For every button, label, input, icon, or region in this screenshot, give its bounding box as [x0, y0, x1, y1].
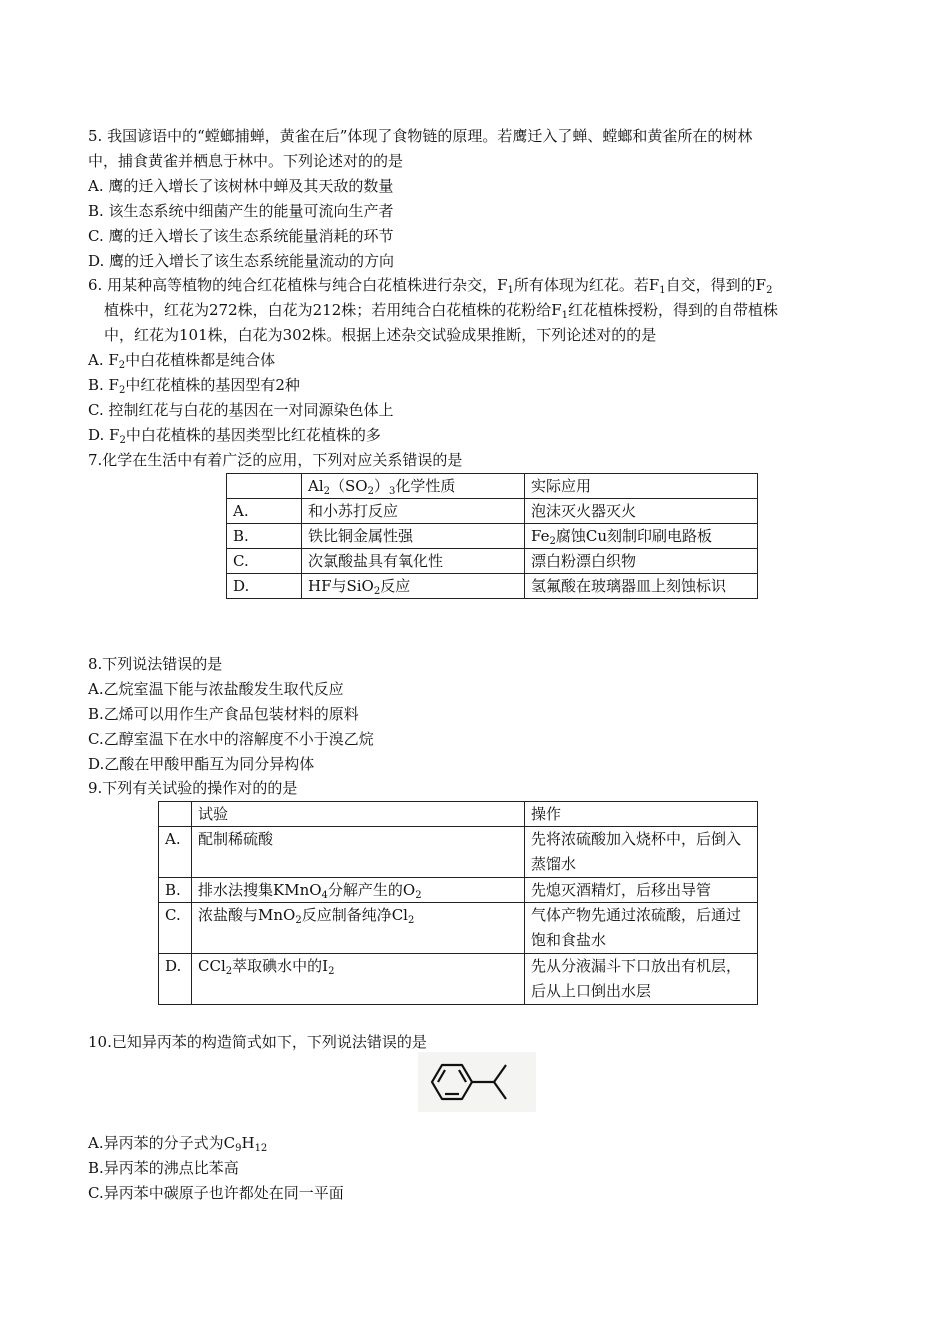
q6-stem-line2: 植株中，红花为272株，白花为212株；若用纯合白花植株的花粉给$F_1$红花植株授粉，得到的自带植株 — [104, 301, 779, 321]
table-cell: C. — [159, 903, 192, 954]
isopropylbenzene-structure — [418, 1052, 536, 1112]
table-cell: B. — [227, 524, 302, 549]
q10-option-c: C.异丙苯中碳原子也许都处在同一平面 — [88, 1184, 344, 1202]
q6-option-d: D. $F_2$中白花植株的基因类型比红花植株的多 — [88, 426, 381, 446]
table-cell: 实际应用 — [525, 474, 758, 499]
table-cell: 浓盐酸与MnO$_2$反应制备纯净$Cl_2$ — [192, 903, 525, 954]
table-cell: $Fe_2$腐蚀Cu刻制印刷电路板 — [525, 524, 758, 549]
table-cell: A. — [227, 499, 302, 524]
table-row — [159, 878, 758, 903]
q5-option-a: A. 鹰的迁入增长了该树林中蝉及其天敌的数量 — [88, 177, 394, 195]
q6-stem-line1: 6. 用某种高等植物的纯合红花植株与纯合白花植株进行杂交，$F_1$所有体现为红花。若$F_1$自交，得到的$F_2$ — [88, 276, 773, 296]
q6-option-c: C. 控制红花与白花的基因在一对同源染色体上 — [88, 401, 394, 419]
table-cell: 配制稀硫酸 — [192, 827, 525, 878]
table-cell: 操作 — [525, 802, 758, 827]
table-cell: 泡沫灭火器灭火 — [525, 499, 758, 524]
table-row — [227, 524, 758, 549]
q8-option-a: A.乙烷室温下能与浓盐酸发生取代反应 — [88, 680, 344, 698]
q8-option-b: B.乙烯可以用作生产食品包装材料的原料 — [88, 705, 359, 723]
table-row — [227, 574, 758, 599]
q7-table — [226, 473, 758, 599]
q5-option-c: C. 鹰的迁入增长了该生态系统能量消耗的环节 — [88, 227, 394, 245]
q9-stem: 9.下列有关试验的操作对的的是 — [88, 779, 298, 797]
table-cell — [159, 802, 192, 827]
table-row — [227, 474, 758, 499]
table-cell: 次氯酸盐具有氧化性 — [302, 549, 525, 574]
q7-stem: 7.化学在生活中有着广泛的应用，下列对应关系错误的是 — [88, 451, 463, 469]
q5-stem-line1: 5. 我国谚语中的“螳螂捕蝉，黄雀在后”体现了食物链的原理。若鹰迁入了蝉、螳螂和黄雀所在的树林 — [88, 127, 753, 145]
q10-option-a: A.异丙苯的分子式为$C_9H_{12}$ — [88, 1134, 268, 1154]
q10-stem: 10.已知异丙苯的构造简式如下，下列说法错误的是 — [88, 1033, 427, 1051]
table-row — [227, 549, 758, 574]
table-cell: HF与SiO$_2$反应 — [302, 574, 525, 599]
table-cell: 先从分液漏斗下口放出有机层，后从上口倒出水层 — [525, 954, 758, 1005]
table-cell: $Al_2(SO_2)_3$化学性质 — [302, 474, 525, 499]
table-cell: 先将浓硫酸加入烧杯中，后倒入蒸馏水 — [525, 827, 758, 878]
q5-option-d: D. 鹰的迁入增长了该生态系统能量流动的方向 — [88, 252, 395, 270]
table-cell: 先熄灭酒精灯，后移出导管 — [525, 878, 758, 903]
table-cell: D. — [227, 574, 302, 599]
q9-table — [158, 801, 758, 1005]
table-row — [227, 499, 758, 524]
table-cell: D. — [159, 954, 192, 1005]
table-row — [159, 827, 758, 878]
q10-option-b: B.异丙苯的沸点比苯高 — [88, 1159, 239, 1177]
table-cell: CCl$_2$萃取碘水中的$I_2$ — [192, 954, 525, 1005]
table-cell — [227, 474, 302, 499]
table-cell: 氢氟酸在玻璃器皿上刻蚀标识 — [525, 574, 758, 599]
table-cell: 和小苏打反应 — [302, 499, 525, 524]
q8-stem: 8.下列说法错误的是 — [88, 655, 223, 673]
q6-option-b: B. $F_2$中红花植株的基因型有2种 — [88, 376, 300, 396]
table-cell: 漂白粉漂白织物 — [525, 549, 758, 574]
q5-stem-line2: 中，捕食黄雀并栖息于林中。下列论述对的的是 — [88, 152, 404, 170]
table-cell: A. — [159, 827, 192, 878]
q8-option-c: C.乙醇室温下在水中的溶解度不小于溴乙烷 — [88, 730, 374, 748]
table-cell: B. — [159, 878, 192, 903]
table-row — [159, 802, 758, 827]
q6-option-a: A. $F_2$中白花植株都是纯合体 — [88, 351, 276, 371]
table-cell: 气体产物先通过浓硫酸，后通过饱和食盐水 — [525, 903, 758, 954]
table-row — [159, 954, 758, 1005]
q5-option-b: B. 该生态系统中细菌产生的能量可流向生产者 — [88, 202, 394, 220]
benzene-ring-icon — [418, 1052, 536, 1112]
table-cell: 排水法搜集KMnO$_4$分解产生的$O_2$ — [192, 878, 525, 903]
table-cell: C. — [227, 549, 302, 574]
q8-option-d: D.乙酸在甲酸甲酯互为同分异构体 — [88, 755, 315, 773]
table-row — [159, 903, 758, 954]
table-cell: 铁比铜金属性强 — [302, 524, 525, 549]
table-cell: 试验 — [192, 802, 525, 827]
q6-stem-line3: 中，红花为101株，白花为302株。根据上述杂交试验成果推断，下列论述对的的是 — [104, 326, 657, 344]
